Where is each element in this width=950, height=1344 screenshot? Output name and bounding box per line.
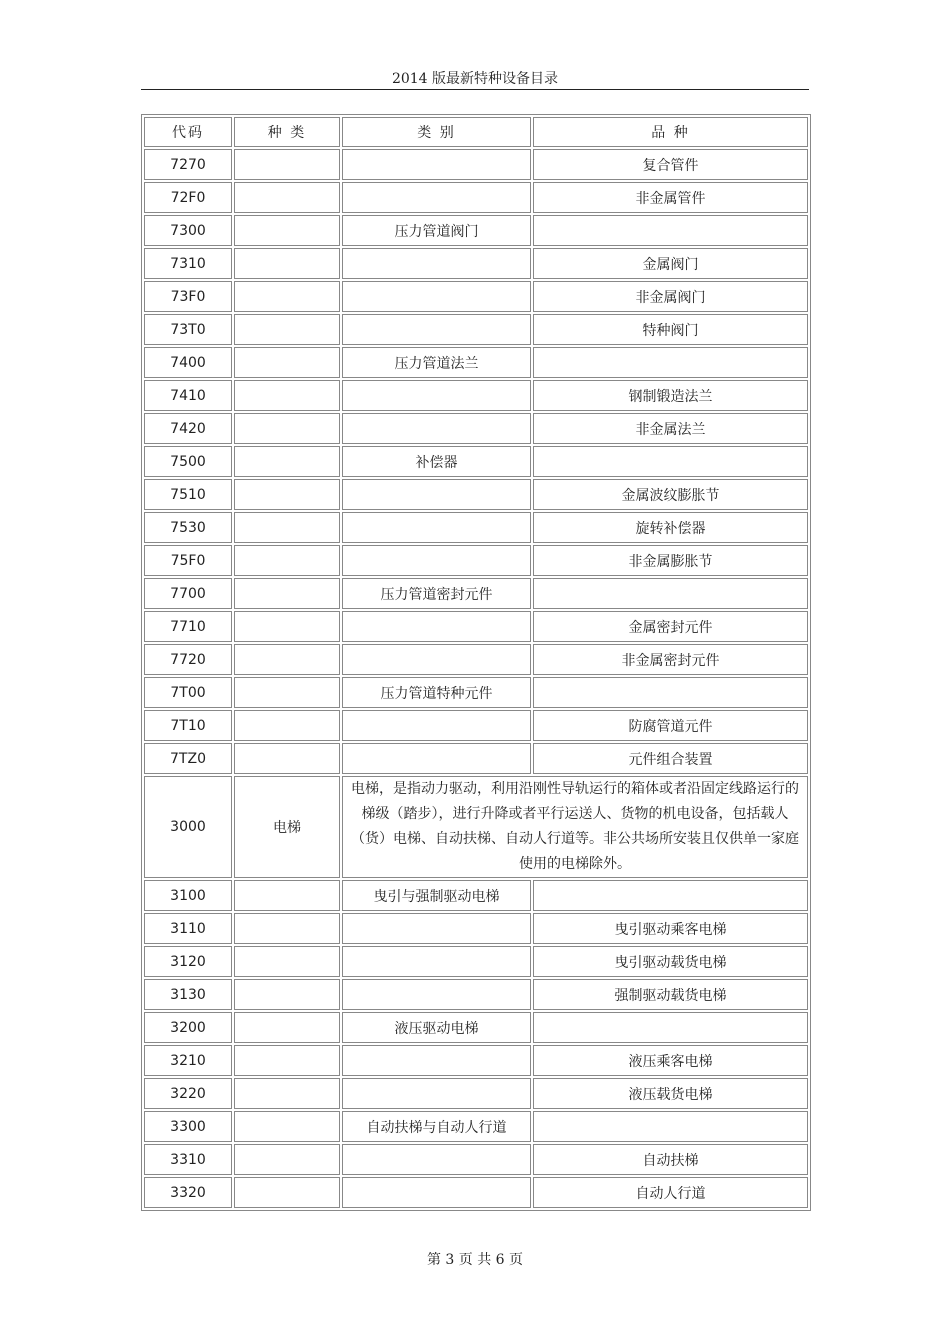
kind-cell (234, 979, 340, 1010)
code-cell: 7700 (144, 578, 232, 609)
table-row (144, 1078, 808, 1109)
category-cell: 补偿器 (342, 446, 531, 477)
kind-cell (234, 913, 340, 944)
table-body (144, 149, 808, 1208)
code-cell: 7270 (144, 149, 232, 180)
variety-cell: 金属阀门 (533, 248, 808, 279)
category-cell (342, 545, 531, 576)
code-cell: 3310 (144, 1144, 232, 1175)
code-cell: 3100 (144, 880, 232, 911)
variety-cell: 曳引驱动载货电梯 (533, 946, 808, 977)
code-cell: 3320 (144, 1177, 232, 1208)
variety-cell: 曳引驱动乘客电梯 (533, 913, 808, 944)
code-cell: 73F0 (144, 281, 232, 312)
code-cell: 7420 (144, 413, 232, 444)
code-cell: 3300 (144, 1111, 232, 1142)
variety-cell (533, 446, 808, 477)
variety-cell: 液压载货电梯 (533, 1078, 808, 1109)
code-cell: 3000 (144, 776, 232, 878)
table-row (144, 512, 808, 543)
variety-cell: 强制驱动载货电梯 (533, 979, 808, 1010)
code-cell: 72F0 (144, 182, 232, 213)
code-cell: 3210 (144, 1045, 232, 1076)
variety-cell (533, 880, 808, 911)
category-cell (342, 479, 531, 510)
category-cell (342, 512, 531, 543)
variety-cell: 防腐管道元件 (533, 710, 808, 741)
table-row (144, 380, 808, 411)
category-cell (342, 644, 531, 675)
code-cell: 7720 (144, 644, 232, 675)
kind-cell (234, 479, 340, 510)
variety-cell (533, 215, 808, 246)
category-cell (342, 380, 531, 411)
category-cell (342, 743, 531, 774)
category-cell (342, 149, 531, 180)
variety-cell: 自动扶梯 (533, 1144, 808, 1175)
table-row (144, 578, 808, 609)
page-number-footer: 第 3 页 共 6 页 (426, 1252, 524, 1268)
variety-cell: 非金属膨胀节 (533, 545, 808, 576)
category-cell (342, 1078, 531, 1109)
variety-cell: 金属波纹膨胀节 (533, 479, 808, 510)
variety-cell: 自动人行道 (533, 1177, 808, 1208)
table-header-row (144, 117, 808, 147)
kind-cell (234, 1045, 340, 1076)
category-cell (342, 913, 531, 944)
kind-cell (234, 512, 340, 543)
table-row (144, 880, 808, 911)
code-cell: 7TZ0 (144, 743, 232, 774)
table-row (144, 413, 808, 444)
category-cell (342, 281, 531, 312)
kind-cell: 电梯 (234, 776, 340, 878)
kind-cell (234, 880, 340, 911)
kind-cell (234, 281, 340, 312)
column-header-category: 类 别 (342, 117, 531, 147)
table-row (144, 149, 808, 180)
kind-cell (234, 1111, 340, 1142)
kind-cell (234, 545, 340, 576)
table-row (144, 347, 808, 378)
variety-cell (533, 347, 808, 378)
category-cell (342, 1144, 531, 1175)
table-row (144, 979, 808, 1010)
table-row (144, 710, 808, 741)
code-cell: 7T10 (144, 710, 232, 741)
category-cell (342, 314, 531, 345)
table-row (144, 479, 808, 510)
kind-cell (234, 1177, 340, 1208)
table-row (144, 182, 808, 213)
code-cell: 7300 (144, 215, 232, 246)
kind-cell (234, 578, 340, 609)
variety-cell: 金属密封元件 (533, 611, 808, 642)
code-cell: 3110 (144, 913, 232, 944)
category-cell: 压力管道阀门 (342, 215, 531, 246)
kind-cell (234, 743, 340, 774)
kind-cell (234, 182, 340, 213)
table-row (144, 446, 808, 477)
variety-cell: 非金属阀门 (533, 281, 808, 312)
code-cell: 7400 (144, 347, 232, 378)
category-cell: 曳引与强制驱动电梯 (342, 880, 531, 911)
table-row (144, 776, 808, 878)
code-cell: 73T0 (144, 314, 232, 345)
kind-cell (234, 215, 340, 246)
category-cell: 压力管道特种元件 (342, 677, 531, 708)
variety-cell: 旋转补偿器 (533, 512, 808, 543)
category-cell: 液压驱动电梯 (342, 1012, 531, 1043)
equipment-catalog-table (141, 114, 811, 1211)
kind-cell (234, 1012, 340, 1043)
kind-cell (234, 1144, 340, 1175)
category-cell (342, 182, 531, 213)
variety-cell: 液压乘客电梯 (533, 1045, 808, 1076)
code-cell: 3220 (144, 1078, 232, 1109)
variety-cell: 钢制锻造法兰 (533, 380, 808, 411)
code-cell: 3120 (144, 946, 232, 977)
variety-cell: 非金属管件 (533, 182, 808, 213)
table-row (144, 281, 808, 312)
variety-cell: 非金属密封元件 (533, 644, 808, 675)
code-cell: 75F0 (144, 545, 232, 576)
kind-cell (234, 413, 340, 444)
category-cell (342, 611, 531, 642)
table-row (144, 1045, 808, 1076)
variety-cell (533, 677, 808, 708)
code-cell: 7310 (144, 248, 232, 279)
column-header-variety: 品 种 (533, 117, 808, 147)
variety-cell: 非金属法兰 (533, 413, 808, 444)
table-row (144, 644, 808, 675)
kind-cell (234, 644, 340, 675)
code-cell: 7410 (144, 380, 232, 411)
code-cell: 3130 (144, 979, 232, 1010)
page-header-title: 2014 版最新特种设备目录 (141, 70, 809, 90)
category-cell (342, 1177, 531, 1208)
table-row (144, 248, 808, 279)
variety-cell: 复合管件 (533, 149, 808, 180)
kind-cell (234, 314, 340, 345)
variety-cell (533, 1111, 808, 1142)
variety-cell: 特种阀门 (533, 314, 808, 345)
table-row (144, 946, 808, 977)
table-row (144, 215, 808, 246)
kind-cell (234, 677, 340, 708)
category-cell (342, 413, 531, 444)
table-row (144, 1177, 808, 1208)
variety-cell (533, 578, 808, 609)
category-cell (342, 248, 531, 279)
table-row (144, 913, 808, 944)
column-header-kind: 种 类 (234, 117, 340, 147)
kind-cell (234, 946, 340, 977)
variety-cell (533, 1012, 808, 1043)
table-row (144, 743, 808, 774)
column-header-code: 代码 (144, 117, 232, 147)
category-cell (342, 1045, 531, 1076)
table-row (144, 545, 808, 576)
category-cell (342, 710, 531, 741)
table-row (144, 1012, 808, 1043)
code-cell: 7510 (144, 479, 232, 510)
category-cell (342, 946, 531, 977)
code-cell: 7710 (144, 611, 232, 642)
code-cell: 7530 (144, 512, 232, 543)
kind-cell (234, 380, 340, 411)
kind-cell (234, 446, 340, 477)
code-cell: 7500 (144, 446, 232, 477)
table-row (144, 314, 808, 345)
code-cell: 3200 (144, 1012, 232, 1043)
kind-cell (234, 611, 340, 642)
kind-cell (234, 347, 340, 378)
description-cell: 电梯，是指动力驱动，利用沿刚性导轨运行的箱体或者沿固定线路运行的梯级（踏步），进行升降或者平行运送人、货物的机电设备，包括载人（货）电梯、自动扶梯、自动人行道等。非公共场所安装且仅供单一家庭使用的电梯除外。 (342, 776, 808, 878)
category-cell (342, 979, 531, 1010)
table-row (144, 1111, 808, 1142)
category-cell: 压力管道密封元件 (342, 578, 531, 609)
kind-cell (234, 710, 340, 741)
code-cell: 7T00 (144, 677, 232, 708)
kind-cell (234, 149, 340, 180)
table-row (144, 611, 808, 642)
table-row (144, 677, 808, 708)
category-cell: 自动扶梯与自动人行道 (342, 1111, 531, 1142)
table-row (144, 1144, 808, 1175)
kind-cell (234, 1078, 340, 1109)
category-cell: 压力管道法兰 (342, 347, 531, 378)
kind-cell (234, 248, 340, 279)
variety-cell: 元件组合装置 (533, 743, 808, 774)
